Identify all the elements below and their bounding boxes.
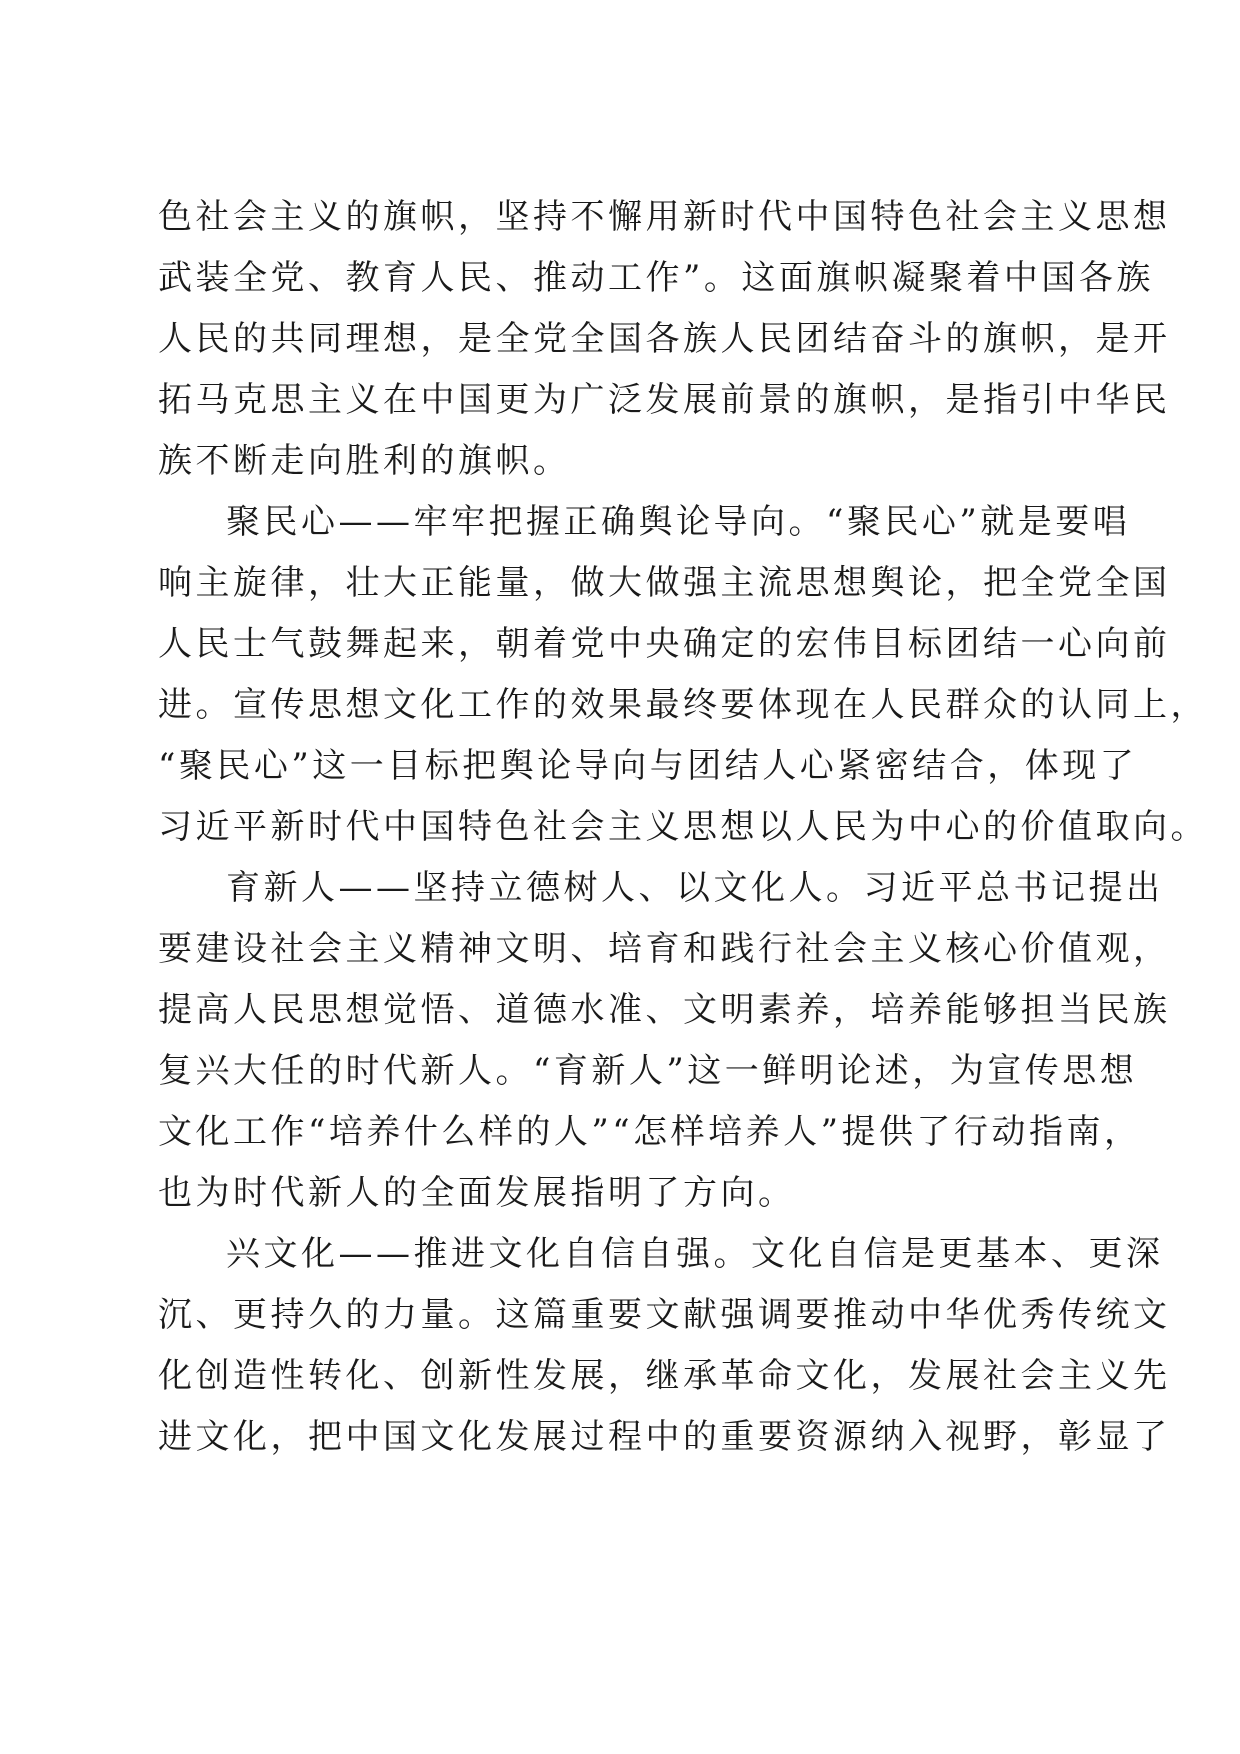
body-text <box>158 187 1208 1468</box>
text-line: 沉、更持久的力量。这篇重要文献强调要推动中华优秀传统文 <box>158 1295 1171 1335</box>
text-line: 人民的共同理想，是全党全国各族人民团结奋斗的旗帜，是开 <box>158 319 1171 359</box>
text-line: 习近平新时代中国特色社会主义思想以人民为中心的价值取向。 <box>158 807 1208 847</box>
paragraph-start-line: 聚民心——牢牢把握正确舆论导向。“聚民心”就是要唱 <box>226 502 1131 542</box>
text-line: “聚民心”这一目标把舆论导向与团结人心紧密结合，体现了 <box>158 746 1138 786</box>
text-line: 族不断走向胜利的旗帜。 <box>158 441 571 481</box>
text-line: 化创造性转化、创新性发展，继承革命文化，发展社会主义先 <box>158 1356 1171 1396</box>
text-line: 复兴大任的时代新人。“育新人”这一鲜明论述，为宣传思想 <box>158 1051 1138 1091</box>
text-line: 文化工作“培养什么样的人”“怎样培养人”提供了行动指南， <box>158 1112 1142 1152</box>
text-line: 也为时代新人的全面发展指明了方向。 <box>158 1173 796 1213</box>
text-line: 进。宣传思想文化工作的效果最终要体现在人民群众的认同上， <box>158 685 1208 725</box>
text-line: 要建设社会主义精神文明、培育和践行社会主义核心价值观， <box>158 929 1171 969</box>
text-line: 武装全党、教育人民、推动工作”。这面旗帜凝聚着中国各族 <box>158 258 1154 298</box>
text-line: 色社会主义的旗帜，坚持不懈用新时代中国特色社会主义思想 <box>158 197 1171 237</box>
text-line: 提高人民思想觉悟、道德水准、文明素养，培养能够担当民族 <box>158 990 1171 1030</box>
text-line: 拓马克思主义在中国更为广泛发展前景的旗帜，是指引中华民 <box>158 380 1171 420</box>
paragraph-start-line: 兴文化——推进文化自信自强。文化自信是更基本、更深 <box>226 1234 1164 1274</box>
text-line: 人民士气鼓舞起来，朝着党中央确定的宏伟目标团结一心向前 <box>158 624 1171 664</box>
text-line: 进文化，把中国文化发展过程中的重要资源纳入视野，彰显了 <box>158 1417 1171 1457</box>
text-line: 响主旋律，壮大正能量，做大做强主流思想舆论，把全党全国 <box>158 563 1171 603</box>
paragraph-start-line: 育新人——坚持立德树人、以文化人。习近平总书记提出 <box>226 868 1164 908</box>
